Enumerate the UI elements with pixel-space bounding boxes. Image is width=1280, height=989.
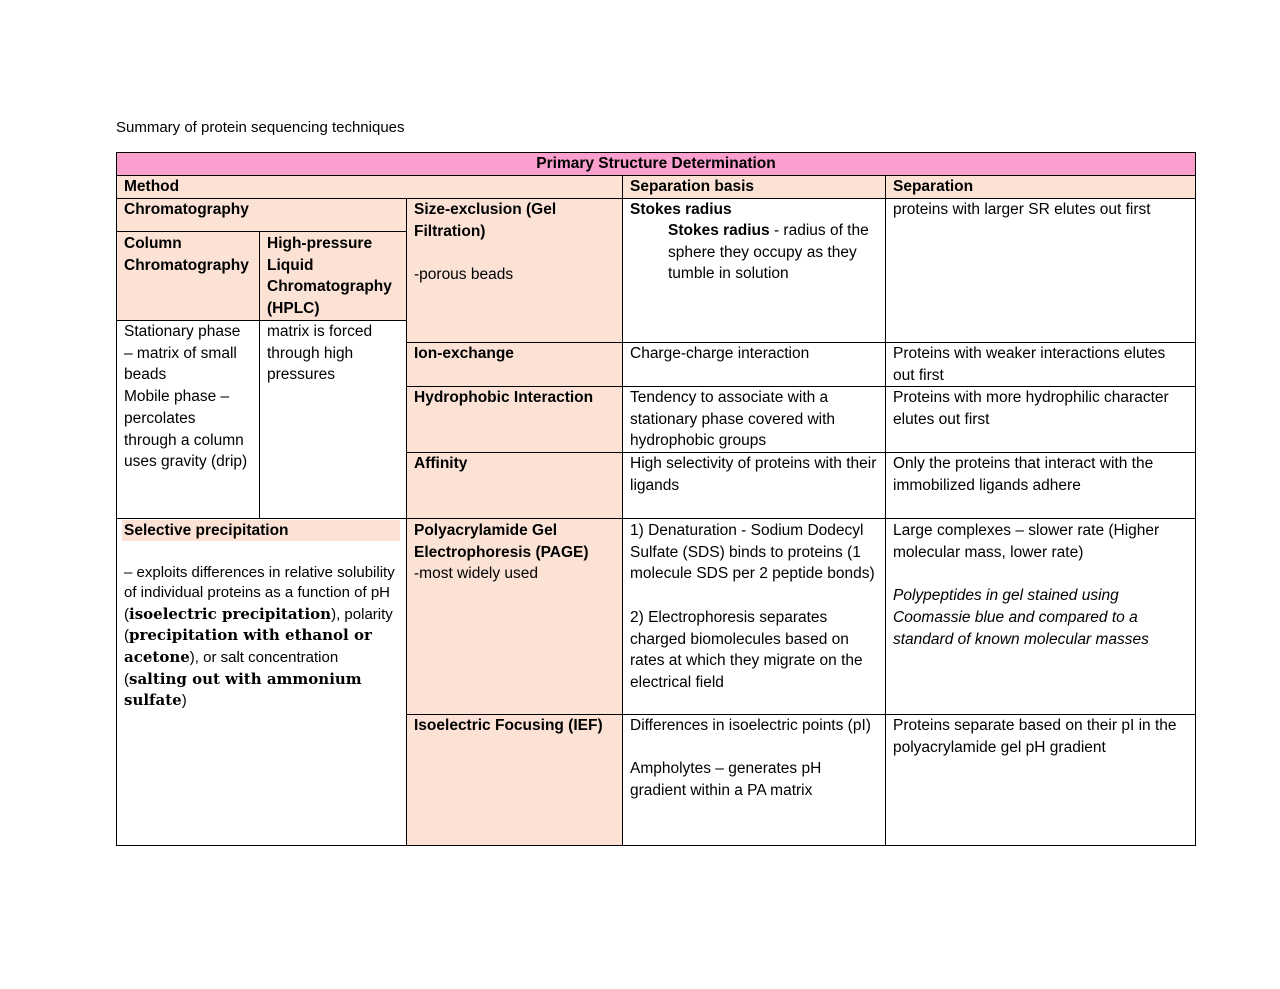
column-chromatography-title: Column Chromatography bbox=[116, 231, 259, 320]
grid-line bbox=[116, 231, 406, 232]
stokes-radius-definition: - radius of the sphere they occupy as they tumble in solution bbox=[668, 222, 869, 283]
ief-separation: Proteins separate based on their pI in the polyacrylamide gel pH gradient bbox=[893, 717, 1177, 756]
isoelectric-precipitation-term: isoelectric precipitation bbox=[129, 604, 332, 623]
selprec-text-4: ) bbox=[181, 692, 187, 710]
affinity-separation: Only the proteins that interact with the immobilized ligands adhere bbox=[893, 455, 1154, 494]
table-border bbox=[116, 152, 1196, 846]
grid-line bbox=[259, 231, 260, 518]
grid-line bbox=[622, 175, 623, 846]
hplc-title: High-pressure Liquid Chromatography (HPLC) bbox=[259, 231, 406, 320]
ief-basis-ampholytes: Ampholytes – generates pH gradient within a PA matrix bbox=[630, 760, 822, 800]
page-separation-rate: Large complexes – slower rate (Higher molecular mass, lower rate) bbox=[893, 522, 1160, 561]
selprec-text-1: – exploits differences in relative solubility of individual proteins as a function of pH ( bbox=[124, 563, 395, 623]
selprec-text-3: ), or salt concentration ( bbox=[124, 649, 339, 688]
ion-exchange-basis: Charge-charge interaction bbox=[630, 345, 810, 362]
hydrophobic-separation: Proteins with more hydrophilic character elutes out first bbox=[893, 389, 1169, 428]
document-title: Summary of protein sequencing techniques bbox=[116, 119, 405, 136]
page-title: Polyacrylamide Gel Electrophoresis (PAGE) bbox=[414, 522, 589, 561]
page-note: -most widely used bbox=[414, 565, 539, 583]
grid-line bbox=[116, 518, 1196, 519]
size-exclusion-separation: proteins with larger SR elutes out first bbox=[893, 201, 1151, 218]
ion-exchange-method: Ion-exchange bbox=[406, 342, 622, 386]
selprec-text-2: ), polarity ( bbox=[124, 605, 393, 645]
page-separation-staining: Polypeptides in gel stained using Coomassie blue and compared to a standard of known molecular masses bbox=[893, 587, 1149, 648]
grid-line bbox=[885, 175, 886, 846]
primary-structure-table bbox=[116, 152, 1196, 846]
affinity-basis: High selectivity of proteins with their ligands bbox=[630, 455, 877, 494]
page-basis-denaturation: 1) Denaturation - Sodium Dodecyl Sulfate (SDS) binds to proteins (1 molecule SDS per 2 peptide bonds) bbox=[630, 522, 875, 583]
grid-line bbox=[406, 198, 407, 846]
table-banner: Primary Structure Determination bbox=[116, 152, 1196, 175]
ion-exchange-separation: Proteins with weaker interactions elutes out first bbox=[893, 345, 1166, 384]
selective-precipitation-title: Selective precipitation bbox=[122, 520, 400, 541]
grid-line bbox=[116, 175, 1196, 176]
ethanol-precipitation-term: precipitation with ethanol or acetone bbox=[124, 626, 372, 667]
hydrophobic-basis: Tendency to associate with a stationary phase covered with hydrophobic groups bbox=[630, 389, 836, 450]
column-chromatography-description: Stationary phase – matrix of small beads Mobile phase – percolates through a column uses gravity (drip) bbox=[124, 323, 248, 471]
stokes-radius-term: Stokes radius bbox=[668, 222, 770, 239]
header-separation-basis: Separation basis bbox=[622, 175, 885, 198]
stokes-radius-title: Stokes radius bbox=[630, 201, 732, 218]
grid-line bbox=[406, 386, 1196, 387]
chromatography-label: Chromatography bbox=[116, 198, 406, 231]
grid-line bbox=[406, 342, 1196, 343]
grid-line bbox=[406, 714, 1196, 715]
size-exclusion-title: Size-exclusion (Gel Filtration) bbox=[414, 201, 557, 240]
hydrophobic-method: Hydrophobic Interaction bbox=[406, 386, 622, 452]
salting-out-term: salting out with ammonium sulfate bbox=[124, 669, 362, 710]
grid-line bbox=[406, 452, 1196, 453]
affinity-method: Affinity bbox=[406, 452, 622, 518]
ief-method: Isoelectric Focusing (IEF) bbox=[406, 714, 622, 846]
page-basis-electrophoresis: 2) Electrophoresis separates charged biomolecules based on rates at which they migrate on the electrical field bbox=[630, 608, 863, 691]
grid-line bbox=[116, 198, 1196, 199]
hplc-description: matrix is forced through high pressures bbox=[267, 323, 373, 384]
grid-line bbox=[116, 320, 406, 321]
ief-basis-pi: Differences in isoelectric points (pI) bbox=[630, 717, 871, 734]
size-exclusion-note: -porous beads bbox=[414, 266, 514, 284]
header-method: Method bbox=[116, 175, 622, 198]
header-separation: Separation bbox=[885, 175, 1196, 198]
